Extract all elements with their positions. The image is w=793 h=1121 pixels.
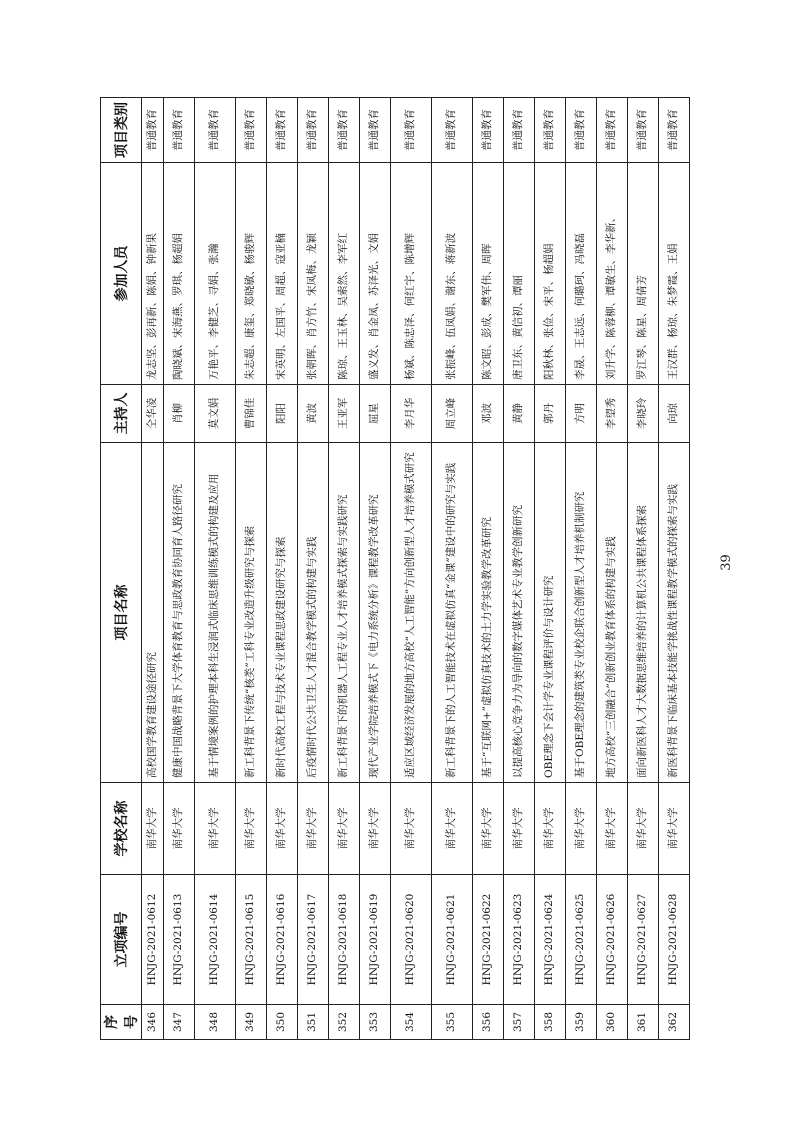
cell-category: 普通教育 <box>297 98 328 163</box>
cell-project-name: 基于“互联网+”虚拟仿真技术的土力学实验教学改革研究 <box>472 443 503 783</box>
cell-members: 陶晓斌、宋海燕、罗琪、杨超娟 <box>163 163 194 385</box>
cell-project-id: HNJG-2021-0615 <box>235 875 266 1005</box>
cell-host: 周立峰 <box>431 385 472 443</box>
cell-school: 南华大学 <box>658 783 689 875</box>
table-row <box>627 98 658 1040</box>
cell-school: 南华大学 <box>472 783 503 875</box>
cell-seq: 349 <box>235 1005 266 1040</box>
cell-host: 肖柳 <box>163 385 194 443</box>
cell-school: 南华大学 <box>627 783 658 875</box>
table-row <box>163 98 194 1040</box>
table-row <box>194 98 235 1040</box>
cell-project-name: 后疫情时代公共卫生人才混合教学模式的构建与实践 <box>297 443 328 783</box>
cell-school: 南华大学 <box>142 783 164 875</box>
cell-school: 南华大学 <box>503 783 534 875</box>
table-row <box>359 98 390 1040</box>
cell-host: 屈星 <box>359 385 390 443</box>
cell-category: 普通教育 <box>390 98 431 163</box>
cell-project-name: 新工科背景下传统“核类”工科专业改造升级研究与探索 <box>235 443 266 783</box>
cell-school: 南华大学 <box>431 783 472 875</box>
cell-members: 宋英明、左国平、周超、寇亚楠 <box>266 163 297 385</box>
cell-seq: 353 <box>359 1005 390 1040</box>
header-seq: 序号 <box>101 1005 142 1040</box>
cell-seq: 346 <box>142 1005 164 1040</box>
cell-host: 郭丹 <box>534 385 565 443</box>
cell-host: 李晓玲 <box>627 385 658 443</box>
cell-host: 邓波 <box>472 385 503 443</box>
cell-project-id: HNJG-2021-0617 <box>297 875 328 1005</box>
cell-seq: 354 <box>390 1005 431 1040</box>
cell-seq: 356 <box>472 1005 503 1040</box>
cell-project-id: HNJG-2021-0628 <box>658 875 689 1005</box>
header-host: 主持人 <box>101 385 142 443</box>
cell-seq: 348 <box>194 1005 235 1040</box>
cell-school: 南华大学 <box>565 783 596 875</box>
cell-project-id: HNJG-2021-0621 <box>431 875 472 1005</box>
cell-project-name: 新工科背景下的机器人工程专业人才培养模式探索与实践研究 <box>328 443 359 783</box>
cell-project-name: 基于情境案例的护理本科生浸润式临床思维训练模式的构建及应用 <box>194 443 235 783</box>
cell-members: 刘升学、陈蓉柳、谭敏生、李华新、 <box>596 163 627 385</box>
header-row <box>101 98 142 1040</box>
cell-category: 普通教育 <box>596 98 627 163</box>
cell-school: 南华大学 <box>297 783 328 875</box>
cell-seq: 360 <box>596 1005 627 1040</box>
cell-host: 李月华 <box>390 385 431 443</box>
cell-project-name: 地方高校“三创融合”创新创业教育体系的构建与实践 <box>596 443 627 783</box>
cell-host: 方明 <box>565 385 596 443</box>
header-school: 学校名称 <box>101 783 142 875</box>
table-row <box>142 98 164 1040</box>
cell-project-id: HNJG-2021-0625 <box>565 875 596 1005</box>
cell-members: 阳秋林、张俭、宋平、杨超娟 <box>534 163 565 385</box>
cell-host: 曹锦佳 <box>235 385 266 443</box>
cell-seq: 352 <box>328 1005 359 1040</box>
cell-school: 南华大学 <box>596 783 627 875</box>
cell-category: 普通教育 <box>194 98 235 163</box>
cell-host: 王亚军 <box>328 385 359 443</box>
cell-members: 唐卫东、黄信初、谭丽 <box>503 163 534 385</box>
cell-category: 普通教育 <box>163 98 194 163</box>
cell-members: 陈文昭、彭成、樊军伟、周晖 <box>472 163 503 385</box>
cell-host: 莫文娟 <box>194 385 235 443</box>
cell-school: 南华大学 <box>359 783 390 875</box>
cell-seq: 351 <box>297 1005 328 1040</box>
cell-school: 南华大学 <box>163 783 194 875</box>
cell-school: 南华大学 <box>390 783 431 875</box>
cell-project-name: 基于OBE理念的建筑类专业校企联合创新型人才培养机制研究 <box>565 443 596 783</box>
header-members: 参加人员 <box>101 163 142 385</box>
cell-members: 陈琼、王玉林、吴索然、李军红 <box>328 163 359 385</box>
cell-project-id: HNJG-2021-0616 <box>266 875 297 1005</box>
cell-members: 李晟、王志远、何璐珂、冯晓磊 <box>565 163 596 385</box>
cell-seq: 350 <box>266 1005 297 1040</box>
table-row <box>431 98 472 1040</box>
cell-category: 普通教育 <box>658 98 689 163</box>
cell-members: 杨斌、陈忠泽、何红宇、陈增辉 <box>390 163 431 385</box>
cell-category: 普通教育 <box>627 98 658 163</box>
cell-members: 张振峰、伍凤娟、谢东、蒋新波 <box>431 163 472 385</box>
cell-category: 普通教育 <box>266 98 297 163</box>
cell-project-name: OBE理念下会计学专业课程评价与设计研究 <box>534 443 565 783</box>
cell-project-name: 新工科背景下的人工智能技术在虚拟仿真“金课”建设中的研究与实践 <box>431 443 472 783</box>
cell-members: 龙志坚、彭再新、陈娟、钟新果 <box>142 163 164 385</box>
cell-members: 万艳平、李健芝、寻娟、张瀚 <box>194 163 235 385</box>
cell-school: 南华大学 <box>194 783 235 875</box>
cell-host: 黄静 <box>503 385 534 443</box>
cell-seq: 359 <box>565 1005 596 1040</box>
table-row <box>235 98 266 1040</box>
cell-school: 南华大学 <box>534 783 565 875</box>
cell-category: 普通教育 <box>503 98 534 163</box>
cell-category: 普通教育 <box>235 98 266 163</box>
cell-project-name: 以提高核心竞争力为导向的数字媒体艺术专业教学创新研究 <box>503 443 534 783</box>
table-row <box>596 98 627 1040</box>
cell-members: 张朝晖、肖方竹、宋凤梅、龙颖 <box>297 163 328 385</box>
table-row <box>266 98 297 1040</box>
cell-category: 普通教育 <box>142 98 164 163</box>
cell-category: 普通教育 <box>472 98 503 163</box>
cell-project-id: HNJG-2021-0612 <box>142 875 164 1005</box>
table-row <box>297 98 328 1040</box>
table-row <box>328 98 359 1040</box>
cell-school: 南华大学 <box>235 783 266 875</box>
cell-host: 向琼 <box>658 385 689 443</box>
cell-host: 仝华凌 <box>142 385 164 443</box>
cell-project-name: 新时代高校工程与技术专业课程思政建设研究与探索 <box>266 443 297 783</box>
cell-seq: 357 <box>503 1005 534 1040</box>
cell-seq: 362 <box>658 1005 689 1040</box>
cell-project-name: 面向新医科人才大数据思维培养的计算机公共课程体系探索 <box>627 443 658 783</box>
cell-members: 罗江琴、陈星、周倩芳 <box>627 163 658 385</box>
cell-host: 李望秀 <box>596 385 627 443</box>
cell-seq: 355 <box>431 1005 472 1040</box>
cell-project-name: 健康中国战略背景下大学体育教育与思政教育协同育人路径研究 <box>163 443 194 783</box>
cell-project-id: HNJG-2021-0613 <box>163 875 194 1005</box>
cell-seq: 361 <box>627 1005 658 1040</box>
cell-host: 阳阳 <box>266 385 297 443</box>
cell-project-name: 高校国学教育建设途径研究 <box>142 443 164 783</box>
table-row <box>534 98 565 1040</box>
header-project-id: 立项编号 <box>101 875 142 1005</box>
cell-category: 普通教育 <box>328 98 359 163</box>
cell-seq: 347 <box>163 1005 194 1040</box>
cell-school: 南华大学 <box>266 783 297 875</box>
cell-project-id: HNJG-2021-0624 <box>534 875 565 1005</box>
cell-project-id: HNJG-2021-0627 <box>627 875 658 1005</box>
cell-category: 普通教育 <box>359 98 390 163</box>
cell-members: 盛义发、肖金凤、苏泽光、文娟 <box>359 163 390 385</box>
rotated-table-page <box>100 98 714 1040</box>
table-row <box>390 98 431 1040</box>
cell-project-id: HNJG-2021-0623 <box>503 875 534 1005</box>
cell-project-name: 现代产业学院培养模式下《电力系统分析》课程教学改革研究 <box>359 443 390 783</box>
cell-category: 普通教育 <box>534 98 565 163</box>
table-row <box>565 98 596 1040</box>
table-row <box>503 98 534 1040</box>
table-row <box>472 98 503 1040</box>
cell-seq: 358 <box>534 1005 565 1040</box>
cell-category: 普通教育 <box>431 98 472 163</box>
cell-project-id: HNJG-2021-0619 <box>359 875 390 1005</box>
cell-project-id: HNJG-2021-0618 <box>328 875 359 1005</box>
cell-members: 王汉群、杨琼、朱梦霞、王娟 <box>658 163 689 385</box>
cell-category: 普通教育 <box>565 98 596 163</box>
cell-project-name: 新医科背景下临床基本技能学挑战性课程教学模式的探索与实践 <box>658 443 689 783</box>
cell-school: 南华大学 <box>328 783 359 875</box>
header-category: 项目类别 <box>101 98 142 163</box>
table-row <box>658 98 689 1040</box>
cell-project-id: HNJG-2021-0620 <box>390 875 431 1005</box>
page-number: 39 <box>718 554 734 571</box>
cell-host: 黄波 <box>297 385 328 443</box>
cell-project-id: HNJG-2021-0614 <box>194 875 235 1005</box>
project-table <box>100 97 690 1040</box>
cell-members: 朱志超、康玺、郑晓敏、杨骏辉 <box>235 163 266 385</box>
cell-project-id: HNJG-2021-0626 <box>596 875 627 1005</box>
header-project-name: 项目名称 <box>101 443 142 783</box>
cell-project-name: 适应区域经济发展的地方高校“人工智能”方向创新型人才培养模式研究 <box>390 443 431 783</box>
cell-project-id: HNJG-2021-0622 <box>472 875 503 1005</box>
